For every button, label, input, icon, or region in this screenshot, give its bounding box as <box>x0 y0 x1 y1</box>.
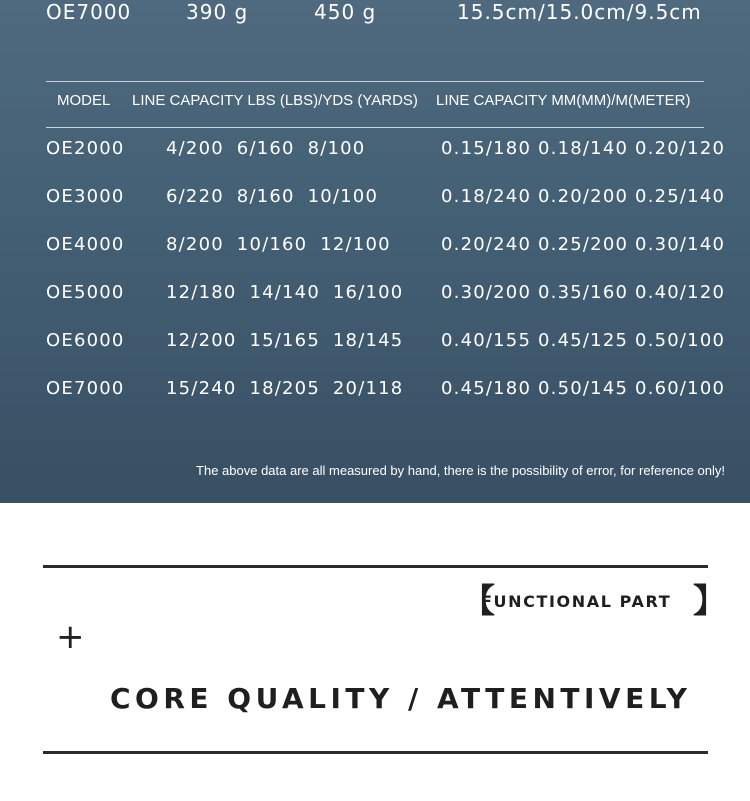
top-model: OE7000 <box>46 0 132 24</box>
table-header-rule <box>46 127 704 128</box>
row-mm: 0.45/180 0.50/145 0.60/100 <box>441 378 726 399</box>
plus-icon: + <box>56 617 85 657</box>
header-model: MODEL <box>57 92 111 109</box>
row-lbs: 6/220 8/160 10/100 <box>166 186 379 207</box>
table-row <box>0 186 750 216</box>
row-model: OE5000 <box>46 282 125 303</box>
row-mm: 0.18/240 0.20/200 0.25/140 <box>441 186 726 207</box>
top-weight-b: 450 g <box>314 0 377 24</box>
header-lbs: LINE CAPACITY LBS (LBS)/YDS (YARDS) <box>132 92 418 109</box>
functional-part-text: FUNCTIONAL PART <box>481 592 672 611</box>
top-spec-row <box>0 0 750 26</box>
core-quality-title: CORE QUALITY / ATTENTIVELY <box>110 682 692 715</box>
bracket-open-icon: 【 <box>462 581 495 620</box>
row-lbs: 12/200 15/165 18/145 <box>166 330 404 351</box>
top-weight-a: 390 g <box>186 0 249 24</box>
measurement-note: The above data are all measured by hand, there is the possibility of error, for reference only! <box>196 463 725 478</box>
table-row <box>0 282 750 312</box>
table-row <box>0 138 750 168</box>
row-model: OE6000 <box>46 330 125 351</box>
row-model: OE7000 <box>46 378 125 399</box>
bracket-close-icon: 】 <box>693 581 726 620</box>
table-row <box>0 378 750 408</box>
section-top-divider <box>43 565 708 568</box>
section-bottom-divider <box>43 751 708 754</box>
row-model: OE4000 <box>46 234 125 255</box>
row-mm: 0.30/200 0.35/160 0.40/120 <box>441 282 726 303</box>
row-lbs: 12/180 14/140 16/100 <box>166 282 404 303</box>
top-dimensions: 15.5cm/15.0cm/9.5cm <box>457 0 702 24</box>
row-lbs: 8/200 10/160 12/100 <box>166 234 391 255</box>
header-mm: LINE CAPACITY MM(MM)/M(METER) <box>436 92 691 109</box>
row-model: OE2000 <box>46 138 125 159</box>
row-model: OE3000 <box>46 186 125 207</box>
row-lbs: 15/240 18/205 20/118 <box>166 378 404 399</box>
table-row <box>0 234 750 264</box>
table-top-rule <box>46 81 704 82</box>
row-mm: 0.20/240 0.25/200 0.30/140 <box>441 234 726 255</box>
table-row <box>0 330 750 360</box>
row-mm: 0.40/155 0.45/125 0.50/100 <box>441 330 726 351</box>
row-lbs: 4/200 6/160 8/100 <box>166 138 366 159</box>
row-mm: 0.15/180 0.18/140 0.20/120 <box>441 138 726 159</box>
